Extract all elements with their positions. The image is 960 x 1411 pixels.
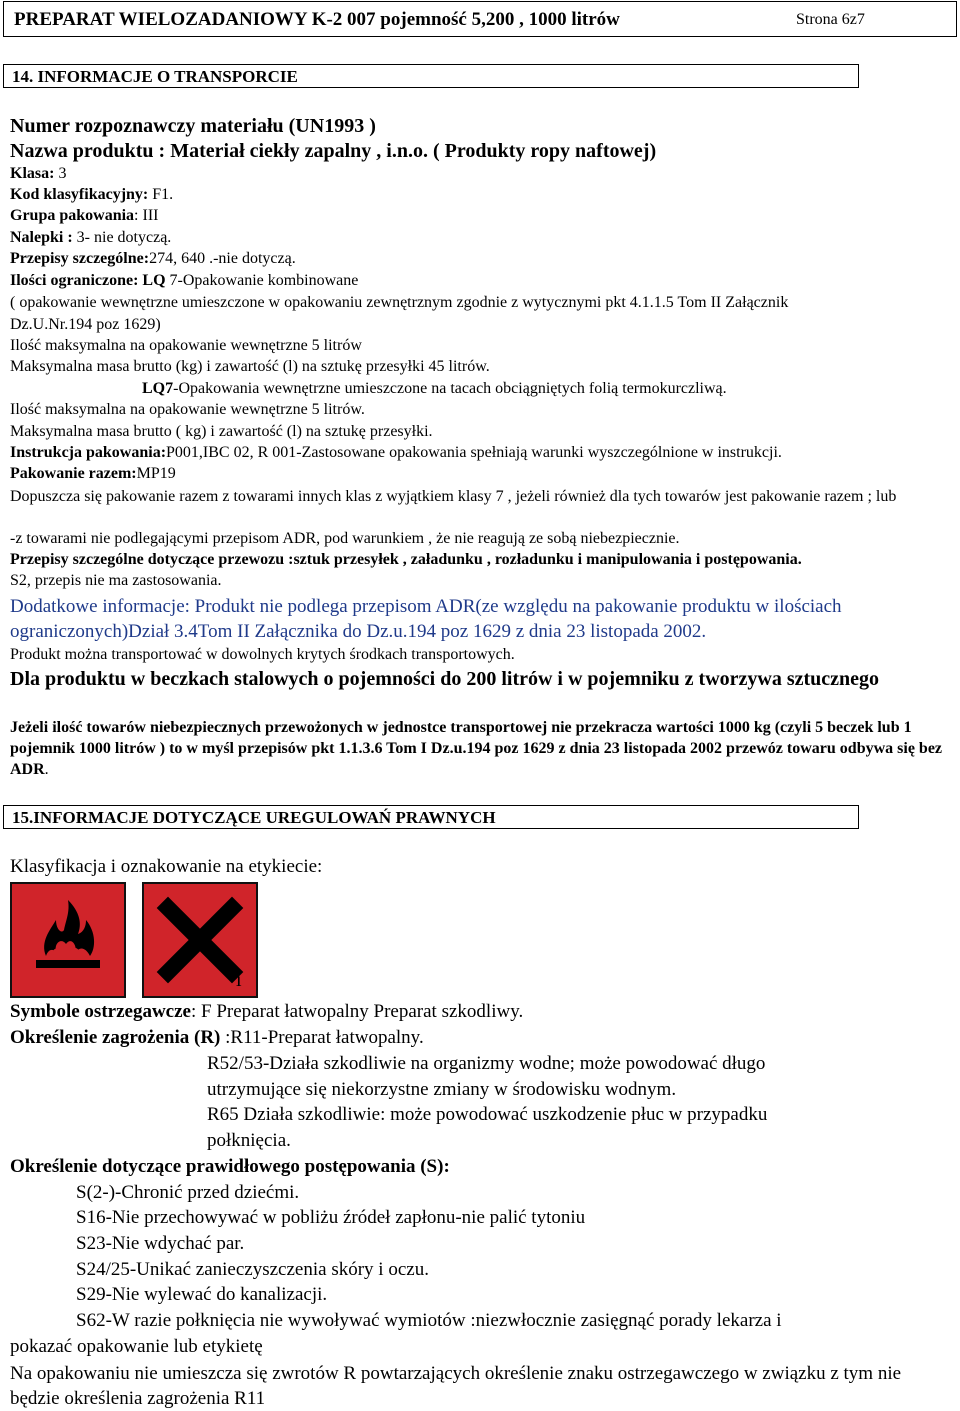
klasa-line	[10, 165, 66, 183]
masa-brutto-2: Maksymalna masa brutto ( kg) i zawartość (l) na sztukę przesyłki.	[10, 423, 433, 440]
instrukcja-label: Instrukcja pakowania:	[10, 444, 167, 461]
s-phrase-3: S23-Nie wdychać par.	[76, 1233, 245, 1254]
flame-icon	[10, 882, 126, 998]
r-phrase-3: R65 Działa szkodliwie: może powodować uszkodzenie płuc w przypadku	[207, 1104, 768, 1125]
nalepki-label: Nalepki :	[10, 229, 73, 246]
kod-value: F1.	[148, 186, 174, 203]
final-note: Na opakowaniu nie umieszcza się zwrotów R powtarzających określenie znaku ostrzegawczego w związku z tym nie będzie określenia zagrożenia R11	[10, 1363, 902, 1409]
s-heading: Określenie dotyczące prawidłowego postępowania (S):	[10, 1156, 450, 1177]
przepisy-label: Przepisy szczególne:	[10, 250, 150, 267]
z-towarami-line: -z towarami nie podlegającymi przepisom ADR, pod warunkiem , że nie reagują ze sobą niebezpiecznie.	[10, 530, 680, 547]
r-phrase-1: R52/53-Działa szkodliwie na organizmy wodne; może powodować długo	[207, 1053, 766, 1074]
przepisy-value: 274, 640 .-nie dotyczą.	[149, 250, 296, 267]
lq7-line	[142, 380, 727, 398]
r-phrase-2: utrzymujące się niekorzystne zmiany w środowisku wodnym.	[207, 1079, 677, 1100]
klasyfikacja-label: Klasyfikacja i oznakowanie na etykiecie:	[10, 856, 323, 877]
grupa-label: Grupa pakowania	[10, 207, 135, 224]
s2-line: S2, przepis nie ma zastosowania.	[10, 572, 222, 589]
section-15-heading-box	[3, 805, 859, 829]
r-phrase-4: połknięcia.	[207, 1130, 291, 1151]
opakowanie-line-1: ( opakowanie wewnętrzne umieszczone w opakowaniu zewnętrznym zgodnie z wytycznymi pkt 4.1.1.5 Tom II Załącznik	[10, 294, 789, 311]
nalepki-line	[10, 229, 171, 247]
s-phrase-1: S(2-)-Chronić przed dziećmi.	[76, 1182, 300, 1203]
s-phrase-6: S62-W razie połknięcia nie wywoływać wymiotów :niezwłocznie zasięgnąć porady lekarza i	[76, 1310, 782, 1331]
symbole-value: : F Preparat łatwopalny Preparat szkodliwy.	[190, 1001, 524, 1022]
cross-icon	[142, 882, 258, 998]
symbole-line	[10, 1001, 523, 1023]
ilosci-line	[10, 272, 358, 290]
kod-line	[10, 186, 173, 204]
jezeli-paragraph	[10, 717, 955, 780]
instrukcja-line	[10, 444, 782, 462]
pakowanie-value: MP19	[136, 465, 176, 482]
s62-continuation: pokazać opakowanie lub etykietę	[10, 1336, 263, 1357]
przepisy-line	[10, 250, 296, 268]
okreslenie-label: Określenie zagrożenia (R)	[10, 1027, 221, 1048]
produkt-mozna-line: Produkt można transportować w dowolnych krytych środkach transportowych.	[10, 646, 515, 663]
s-phrase-4: S24/25-Unikać zanieczyszczenia skóry i oczu.	[76, 1259, 429, 1280]
jezeli-end: .	[44, 761, 49, 778]
page-header	[3, 1, 957, 37]
document-title: PREPARAT WIELOZADANIOWY K-2 007 pojemność 5,200 , 1000 litrów	[14, 9, 620, 30]
dla-produktu-heading: Dla produktu w beczkach stalowych o pojemności do 200 litrów i w pojemniku z tworzywa sztucznego	[10, 668, 880, 690]
section-14-heading-box	[3, 64, 859, 88]
jezeli-text: Jeżeli ilość towarów niebezpiecznych przewożonych w jednostce transportowej nie przekracza wartości 1000 kg (czyli 5 beczek lub 1 pojemnik 1000 litrów ) to w myśl przepisów pkt 1.1.3.6 Tom I Dz.u.194 poz 1629 z dnia 23 listopada 2002 przewóz towaru odbywa się bez ADR	[10, 719, 943, 778]
pakowanie-label: Pakowanie razem:	[10, 465, 137, 482]
ilosc-max-2: Ilość maksymalna na opakowanie wewnętrzne 5 litrów.	[10, 401, 365, 418]
instrukcja-value: P001,IBC 02, R 001-Zastosowane opakowania spełniają warunki wyszczególnione w instrukcji.	[166, 444, 782, 461]
un-number: Numer rozpoznawczy materiału (UN1993 )	[10, 115, 376, 137]
s-phrase-2: S16-Nie przechowywać w pobliżu źródeł zapłonu-nie palić tytoniu	[76, 1207, 586, 1228]
ilosci-label: Ilości ograniczone: LQ	[10, 272, 166, 289]
okreslenie-line	[10, 1027, 424, 1049]
klasa-value: 3	[54, 165, 67, 182]
section-15-heading: 15.INFORMACJE DOTYCZĄCE UREGULOWAŃ PRAWNYCH	[12, 808, 496, 827]
ilosc-max-1: Ilość maksymalna na opakowanie wewnętrzne 5 litrów	[10, 337, 362, 354]
page-number: Strona 6z7	[796, 11, 865, 28]
ilosci-value: 7-Opakowanie kombinowane	[165, 272, 359, 289]
dodatkowe-informacje: Dodatkowe informacje: Produkt nie podlega przepisom ADR(ze względu na pakowanie produktu w ilościach ograniczonych)Dział 3.4Tom II Załącznika do Dz.u.194 poz 1629 z dnia 23 listopada 2002.	[10, 596, 842, 642]
masa-brutto-1: Maksymalna masa brutto (kg) i zawartość (l) na sztukę przesyłki 45 litrów.	[10, 358, 490, 375]
section-14-heading: 14. INFORMACJE O TRANSPORCIE	[12, 67, 298, 86]
pakowanie-line	[10, 465, 176, 483]
grupa-line	[10, 207, 158, 225]
klasa-label: Klasa:	[10, 165, 55, 182]
cross-icon-letter: i	[236, 969, 242, 990]
nalepki-value: 3- nie dotyczą.	[72, 229, 172, 246]
kod-label: Kod klasyfikacyjny:	[10, 186, 149, 203]
opakowanie-line-2: Dz.U.Nr.194 poz 1629)	[10, 316, 161, 333]
okreslenie-value: :R11-Preparat łatwopalny.	[220, 1027, 424, 1048]
lq7-value: -Opakowania wewnętrzne umieszczone na tacach obciągniętych folią termokurczliwą.	[173, 380, 727, 397]
s-phrase-5: S29-Nie wylewać do kanalizacji.	[76, 1284, 328, 1305]
dopuszcza-paragraph: Dopuszcza się pakowanie razem z towarami innych klas z wyjątkiem klasy 7 , jeżeli również dla tych towarów jest pakowanie razem ; lub	[10, 488, 897, 505]
symbole-label: Symbole ostrzegawcze	[10, 1001, 191, 1022]
product-name: Nazwa produktu : Materiał ciekły zapalny , i.n.o. ( Produkty ropy naftowej)	[10, 140, 657, 162]
przepisy-szczegolne-przewozu: Przepisy szczególne dotyczące przewozu :sztuk przesyłek , załadunku , rozładunku i manipulowania i postępowania.	[10, 551, 802, 568]
lq7-label: LQ7	[142, 380, 174, 397]
grupa-value: : III	[134, 207, 159, 224]
